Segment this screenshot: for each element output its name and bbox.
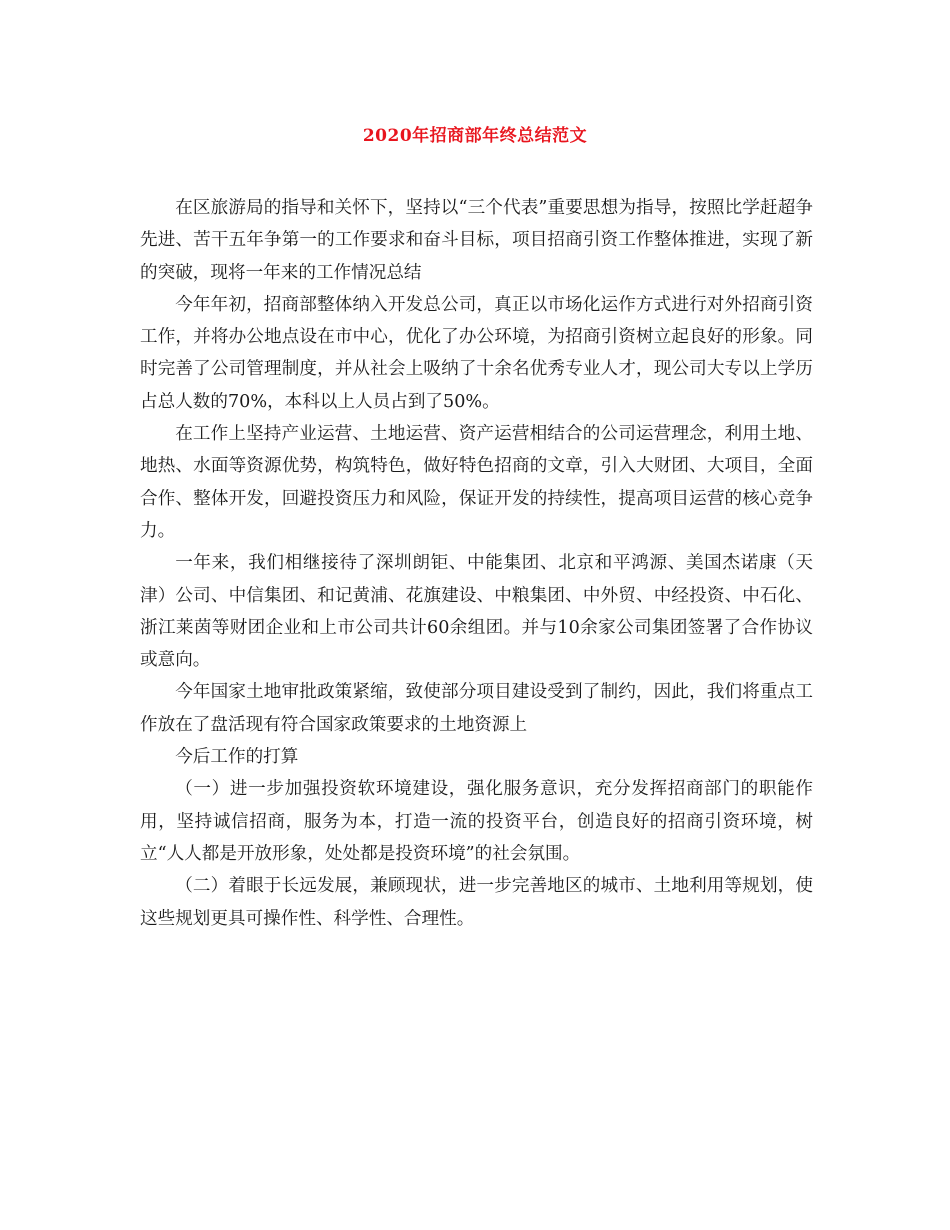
paragraph-future-plans-heading: 今后工作的打算 bbox=[175, 747, 299, 768]
paragraph-company-integration: 今年年初，招商部整体纳入开发总公司，真正以市场化运作方式进行对外招商引资工作，并将办公地点设在市中心，优化了办公环境，为招商引资树立起良好的形象。同时完善了公司管理制度，并从社会上吸纳了十余名优秀专业人才，现公司大专以上学历占总人数的70%，本科以上人员占到了50%。 bbox=[140, 294, 813, 412]
document-title: 2020年招商部年终总结范文 bbox=[362, 126, 588, 146]
document-body bbox=[140, 192, 813, 935]
paragraph-operation-philosophy: 在工作上坚持产业运营、土地运营、资产运营相结合的公司运营理念，利用土地、地热、水面等资源优势，构筑特色，做好特色招商的文章，引入大财团、大项目，全面合作、整体开发，回避投资压力和风险，保证开发的持续性，提高项目运营的核心竞争力。 bbox=[140, 424, 813, 541]
paragraph-land-policy: 今年国家土地审批政策紧缩，致使部分项目建设受到了制约，因此，我们将重点工作放在了盘活现有符合国家政策要求的土地资源上 bbox=[140, 682, 813, 735]
paragraph-visitors-received: 一年来，我们相继接待了深圳朗钜、中能集团、北京和平鸿源、美国杰诺康（天津）公司、中信集团、和记黄浦、花旗建设、中粮集团、中外贸、中经投资、中石化、浙江莱茵等财团企业和上市公司共计60余组团。并与10余家公司集团签署了合作协议或意向。 bbox=[140, 553, 813, 671]
paragraph-plan-two: （二）着眼于长远发展，兼顾现状，进一步完善地区的城市、土地利用等规划，使这些规划更具可操作性、科学性、合理性。 bbox=[140, 876, 813, 929]
paragraph-intro: 在区旅游局的指导和关怀下，坚持以“三个代表”重要思想为指导，按照比学赶超争先进、苦干五年争第一的工作要求和奋斗目标，项目招商引资工作整体推进，实现了新的突破，现将一年来的工作情况总结 bbox=[140, 198, 813, 283]
paragraph-plan-one: （一）进一步加强投资软环境建设，强化服务意识，充分发挥招商部门的职能作用，坚持诚信招商，服务为本，打造一流的投资平台，创造良好的招商引资环境，树立“人人都是开放形象，处处都是投资环境”的社会氛围。 bbox=[140, 779, 813, 864]
